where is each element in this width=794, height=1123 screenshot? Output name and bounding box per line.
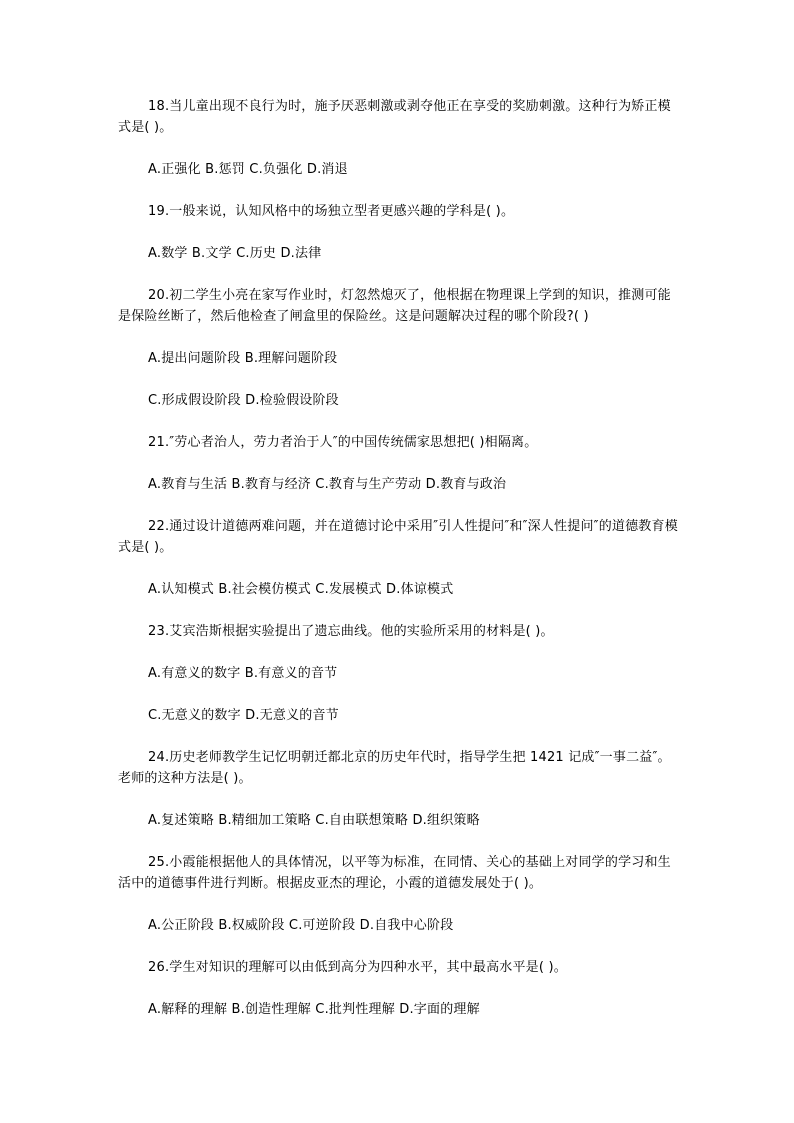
- options-19: A.数学 B.文学 C.历史 D.法律: [148, 246, 322, 261]
- question-24: 24.历史老师教学生记忆明朝迁都北京的历史年代时，指导学生把 1421 记成″一事二益″。老师的这种方法是( )。: [118, 750, 671, 786]
- options-18: A.正强化 B.惩罚 C.负强化 D.消退: [148, 162, 348, 177]
- question-21: 21.″劳心者治人，劳力者治于人″的中国传统儒家思想把( )相隔离。: [148, 435, 538, 450]
- question-23: 23.艾宾浩斯根据实验提出了遗忘曲线。他的实验所采用的材料是( )。: [148, 624, 554, 639]
- question-25: 25.小霞能根据他人的具体情况，以平等为标准，在同情、关心的基础上对同学的学习和生活中的道德事件进行判断。根据皮亚杰的理论，小霞的道德发展处于( )。: [118, 855, 671, 891]
- options-20-ab: A.提出问题阶段 B.理解问题阶段: [148, 351, 338, 366]
- document-page: [118, 96, 683, 1020]
- options-24: A.复述策略 B.精细加工策略 C.自由联想策略 D.组织策略: [148, 813, 480, 828]
- question-22: 22.通过设计道德两难问题，并在道德讨论中采用″引人性提问″和″深人性提问″的道德教育模式是( )。: [118, 519, 678, 555]
- options-25: A.公正阶段 B.权威阶段 C.可逆阶段 D.自我中心阶段: [148, 918, 454, 933]
- options-21: A.教育与生活 B.教育与经济 C.教育与生产劳动 D.教育与政治: [148, 477, 507, 492]
- question-19: 19.一般来说，认知风格中的场独立型者更感兴趣的学科是( )。: [148, 204, 515, 219]
- options-23-ab: A.有意义的数字 B.有意义的音节: [148, 666, 338, 681]
- options-22: A.认知模式 B.社会模仿模式 C.发展模式 D.体谅模式: [148, 582, 454, 597]
- options-20-cd: C.形成假设阶段 D.检验假设阶段: [148, 393, 339, 408]
- question-18: 18.当儿童出现不良行为时，施予厌恶刺激或剥夺他正在享受的奖励刺激。这种行为矫正模式是( )。: [118, 99, 671, 135]
- options-23-cd: C.无意义的数字 D.无意义的音节: [148, 708, 339, 723]
- question-20: 20.初二学生小亮在家写作业时，灯忽然熄灭了，他根据在物理课上学到的知识，推测可能是保险丝断了，然后他检查了闸盒里的保险丝。这是问题解决过程的哪个阶段?( ): [118, 288, 671, 324]
- options-26: A.解释的理解 B.创造性理解 C.批判性理解 D.字面的理解: [148, 1002, 480, 1017]
- question-26: 26.学生对知识的理解可以由低到高分为四种水平，其中最高水平是( )。: [148, 960, 567, 975]
